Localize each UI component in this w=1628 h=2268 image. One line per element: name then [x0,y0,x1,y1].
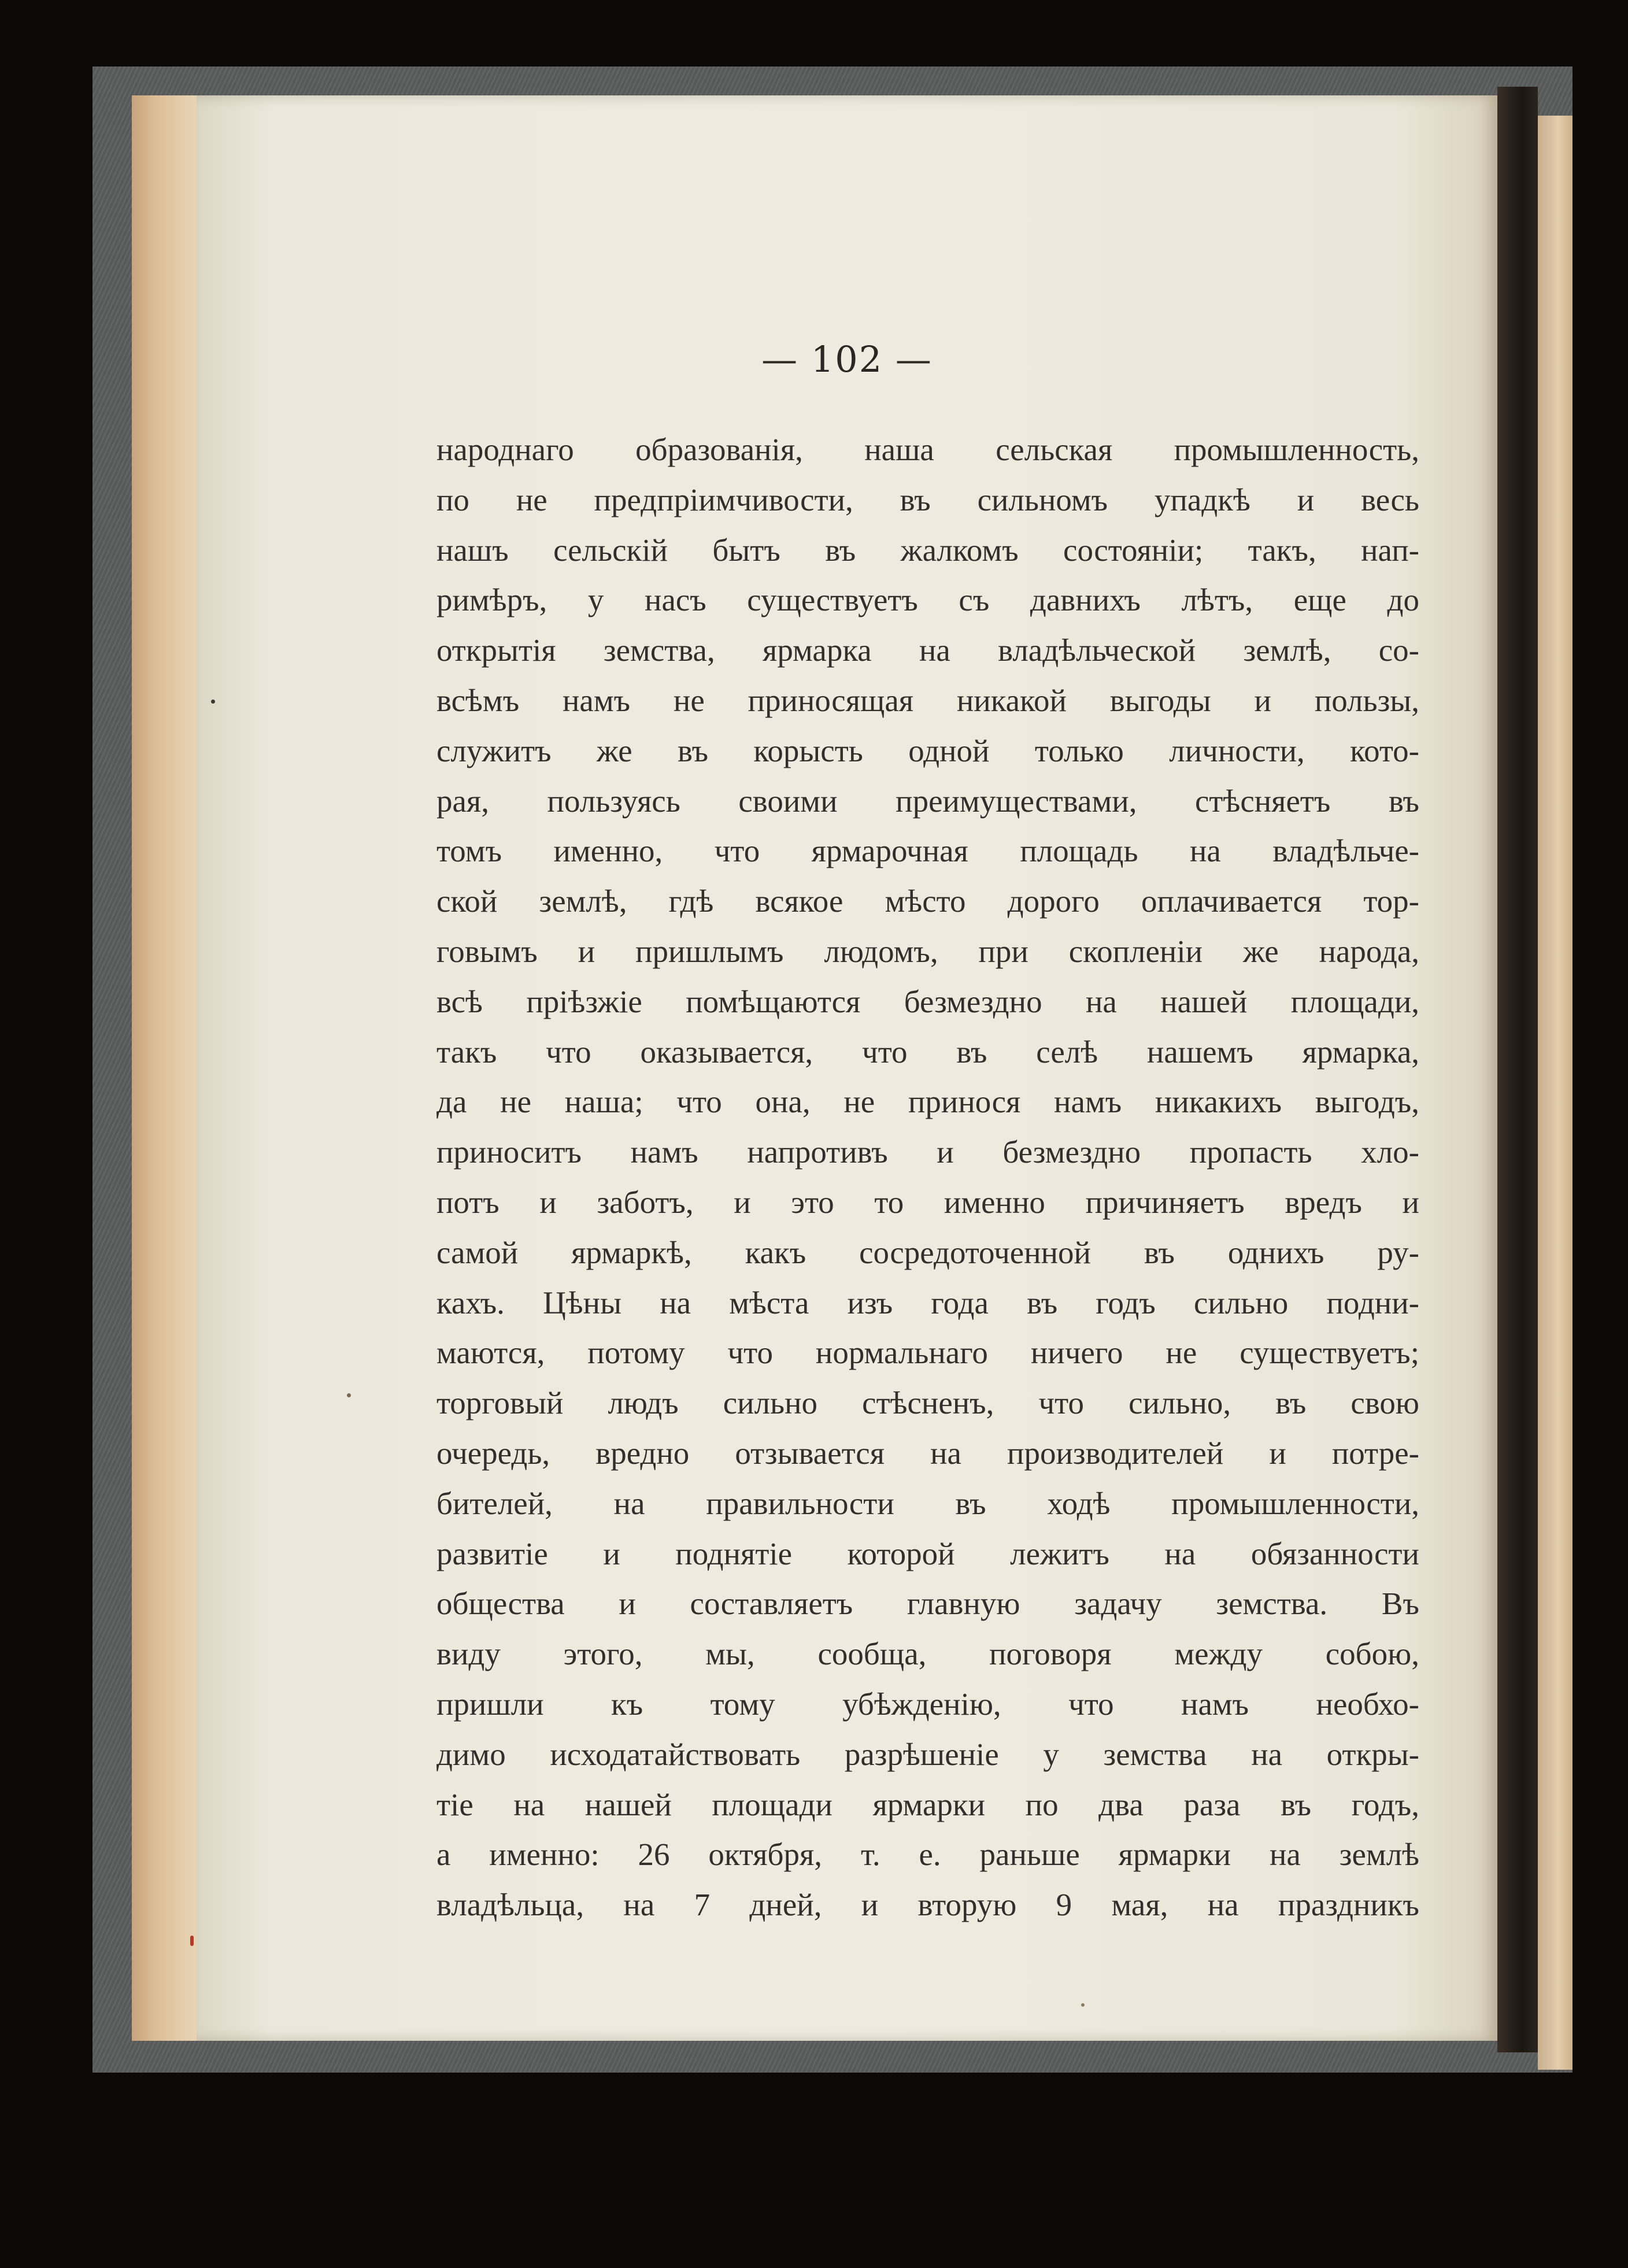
text-line: такъ что оказывается, что въ селѣ нашемъ ярмарка, [436,1034,1419,1070]
text-line: пришли къ тому убѣжденію, что намъ необхо- [436,1686,1419,1722]
page-body-text [436,425,1419,1930]
text-line: народнаго образованія, наша сельская промышленность, [436,432,1419,467]
book-gutter [1497,87,1538,2052]
text-line: ской землѣ, гдѣ всякое мѣсто дорого оплачивается тор- [436,883,1419,919]
text-line: тіе на нашей площади ярмарки по два раза въ годъ, [436,1786,1419,1822]
text-line: говымъ и пришлымъ людомъ, при скопленіи же народа, [436,933,1419,969]
text-line: развитіе и поднятіе которой лежитъ на обязанности [436,1536,1419,1571]
text-line: бителей, на правильности въ ходѣ промышленности, [436,1485,1419,1521]
next-page-edge [1538,116,1572,2070]
text-line: виду этого, мы, сообща, поговоря между собою, [436,1636,1419,1672]
text-line: нашъ сельскій бытъ въ жалкомъ состояніи; такъ, нап- [436,532,1419,568]
text-line: служитъ же въ корысть одной только личности, кото- [436,732,1419,768]
text-line: торговый людъ сильно стѣсненъ, что сильно, въ свою [436,1385,1419,1421]
text-line: маются, потому что нормальнаго ничего не существуетъ; [436,1335,1419,1371]
text-line: приноситъ намъ напротивъ и безмездно пропасть хло- [436,1134,1419,1170]
text-line: всѣ пріѣзжіе помѣщаются безмездно на нашей площади, [436,983,1419,1019]
page-number-header: — 102 — [761,338,933,380]
paper-speck [190,1936,194,1946]
text-line: открытія земства, ярмарка на владѣльческой землѣ, со- [436,632,1419,668]
text-line: кахъ. Цѣны на мѣста изъ года въ годъ сильно подни- [436,1285,1419,1320]
paper-speck [347,1393,351,1397]
paper-speck [211,700,215,704]
text-line: потъ и заботъ, и это то именно причиняетъ вредъ и [436,1184,1419,1220]
left-page-edge [132,95,201,2041]
text-line: самой ярмаркѣ, какъ сосредоточенной въ однихъ ру- [436,1234,1419,1270]
text-line: общества и составляетъ главную задачу земства. Въ [436,1586,1419,1622]
text-line: да не наша; что она, не принося намъ никакихъ выгодъ, [436,1084,1419,1120]
text-line: владѣльца, на 7 дней, и вторую 9 мая, на праздникъ [436,1887,1419,1923]
text-line: томъ именно, что ярмарочная площадь на владѣльче- [436,833,1419,869]
text-line: рая, пользуясь своими преимуществами, стѣсняетъ въ [436,783,1419,819]
text-line: всѣмъ намъ не приносящая никакой выгоды и пользы, [436,682,1419,718]
paper-speck [1081,2003,1085,2007]
text-line: очередь, вредно отзывается на производителей и потре- [436,1435,1419,1471]
text-line: римѣръ, у насъ существуетъ съ давнихъ лѣтъ, еще до [436,582,1419,618]
text-line: по не предпріимчивости, въ сильномъ упадкѣ и весь [436,482,1419,517]
text-line: а именно: 26 октября, т. е. раньше ярмарки на землѣ [436,1837,1419,1873]
text-line: димо исходатайствовать разрѣшеніе у земства на откры- [436,1736,1419,1772]
